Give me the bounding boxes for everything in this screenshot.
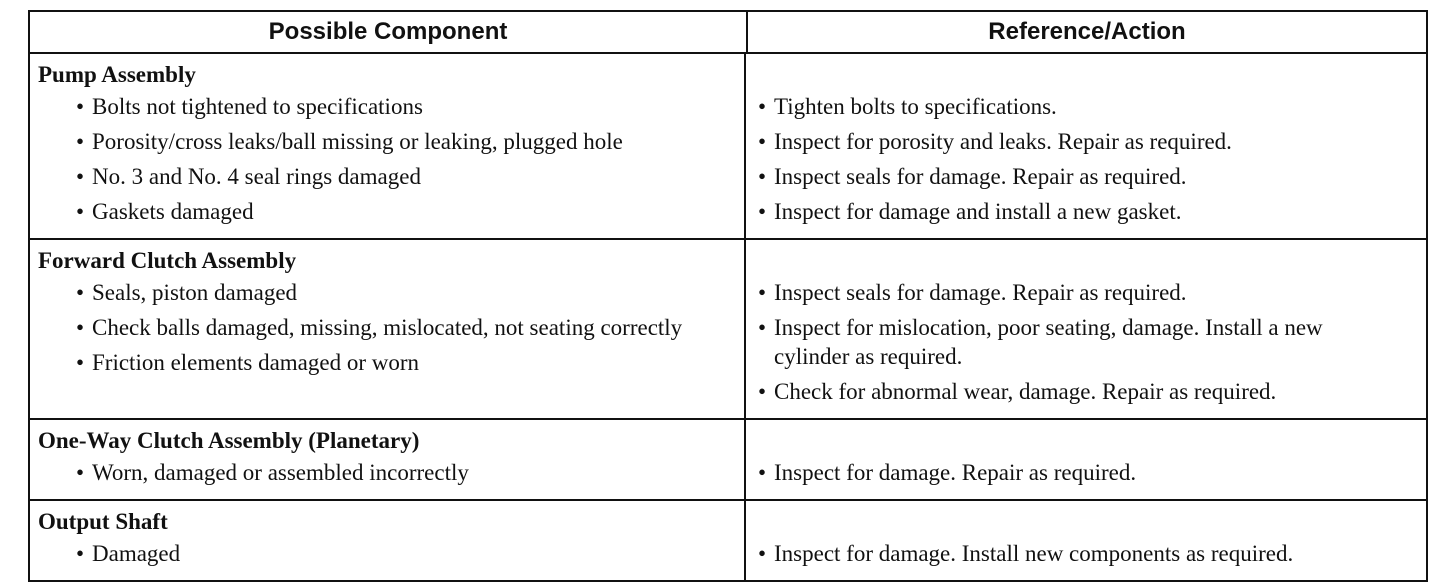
component-item: • Bolts not tightened to specifications	[76, 94, 423, 119]
bullet-icon: •	[76, 129, 85, 154]
component-item: • Porosity/cross leaks/ball missing or leaking, plugged hole	[76, 129, 623, 154]
bullet-icon: •	[758, 199, 767, 224]
bullet-icon: •	[758, 541, 767, 566]
component-item: • Seals, piston damaged	[76, 280, 298, 305]
table-group	[30, 240, 1426, 420]
table-group	[30, 54, 1426, 240]
action-item: • Inspect for damage. Repair as required.	[758, 460, 1137, 485]
action-cell	[746, 420, 1426, 499]
bullet-icon: •	[76, 541, 85, 566]
bullet-icon: •	[76, 350, 85, 375]
bullet-icon: •	[758, 280, 767, 305]
action-cell	[746, 501, 1426, 580]
bullet-icon: •	[76, 199, 85, 224]
component-cell	[30, 501, 746, 580]
table-group	[30, 420, 1426, 501]
header-possible-component: Possible Component	[30, 12, 748, 52]
bullet-icon: •	[758, 460, 767, 485]
group-title: Pump Assembly	[38, 62, 196, 87]
component-cell	[30, 54, 746, 238]
action-item: • Inspect for porosity and leaks. Repair as required.	[758, 129, 1232, 154]
table-header-row	[30, 12, 1426, 54]
action-item: • Check for abnormal wear, damage. Repair as required.	[758, 379, 1277, 404]
action-item: • Inspect for mislocation, poor seating, damage. Install a new cylinder as required.	[758, 315, 1323, 369]
header-reference-action: Reference/Action	[988, 18, 1186, 45]
bullet-icon: •	[76, 164, 85, 189]
table-group	[30, 501, 1426, 580]
action-cell	[746, 54, 1426, 238]
action-item: • Inspect seals for damage. Repair as required.	[758, 164, 1187, 189]
component-item: • Damaged	[76, 541, 181, 566]
action-item: • Tighten bolts to specifications.	[758, 94, 1057, 119]
action-item: • Inspect seals for damage. Repair as required.	[758, 280, 1187, 305]
group-title: One-Way Clutch Assembly (Planetary)	[38, 428, 420, 453]
bullet-icon: •	[758, 379, 767, 404]
diagnosis-table	[28, 10, 1428, 582]
component-cell	[30, 240, 746, 418]
group-title: Forward Clutch Assembly	[38, 248, 297, 273]
action-item: • Inspect for damage and install a new gasket.	[758, 199, 1182, 224]
bullet-icon: •	[76, 280, 85, 305]
bullet-icon: •	[76, 460, 85, 485]
action-cell	[746, 240, 1426, 418]
bullet-icon: •	[758, 94, 767, 119]
bullet-icon: •	[758, 164, 767, 189]
component-item: • Worn, damaged or assembled incorrectly	[76, 460, 469, 485]
bullet-icon: •	[76, 315, 85, 340]
component-item: • Check balls damaged, missing, mislocated, not seating correctly	[76, 315, 683, 340]
component-cell	[30, 420, 746, 499]
bullet-icon: •	[758, 315, 767, 340]
action-item: • Inspect for damage. Install new components as required.	[758, 541, 1294, 566]
component-item: • Gaskets damaged	[76, 199, 254, 224]
group-title: Output Shaft	[38, 509, 168, 534]
component-item: • No. 3 and No. 4 seal rings damaged	[76, 164, 421, 189]
bullet-icon: •	[758, 129, 767, 154]
bullet-icon: •	[76, 94, 85, 119]
component-item: • Friction elements damaged or worn	[76, 350, 420, 375]
